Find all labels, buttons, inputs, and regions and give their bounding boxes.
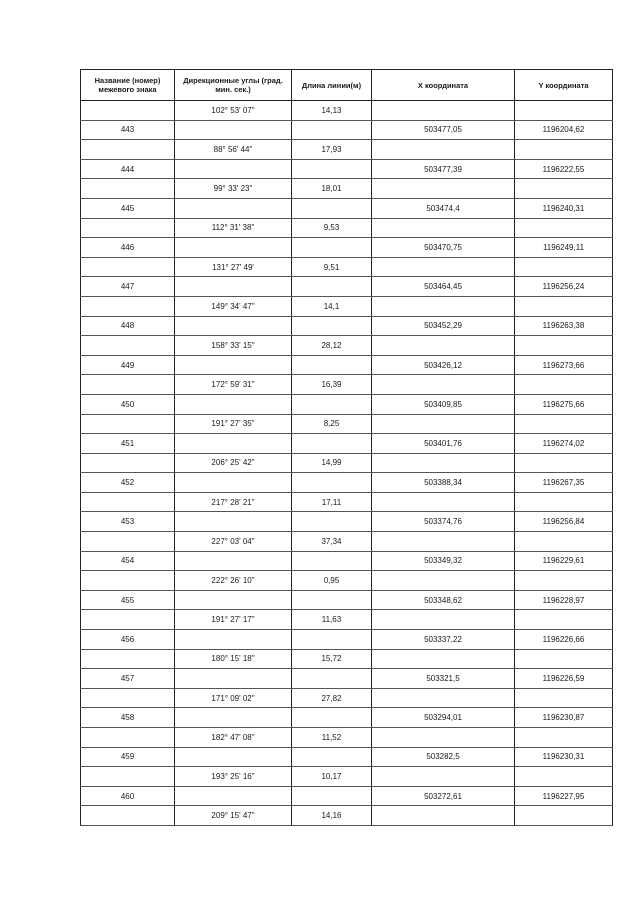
empty-cell xyxy=(292,708,372,728)
empty-cell xyxy=(515,492,613,512)
direction-angle-cell: 222° 26' 10" xyxy=(175,571,292,591)
empty-cell xyxy=(372,532,515,552)
direction-angle-cell: 171° 09' 02" xyxy=(175,688,292,708)
table-row-line xyxy=(81,571,613,591)
empty-cell xyxy=(292,434,372,454)
table-body xyxy=(81,101,613,826)
table-row-point xyxy=(81,669,613,689)
direction-angle-cell: 112° 31' 38" xyxy=(175,218,292,238)
direction-angle-cell: 149° 34' 47" xyxy=(175,296,292,316)
empty-cell xyxy=(81,532,175,552)
table-row-line xyxy=(81,296,613,316)
line-length-cell: 17,11 xyxy=(292,492,372,512)
y-coordinate-cell: 1196263,38 xyxy=(515,316,613,336)
line-length-cell: 18,01 xyxy=(292,179,372,199)
y-coordinate-cell: 1196274,02 xyxy=(515,434,613,454)
point-name-cell: 449 xyxy=(81,355,175,375)
empty-cell xyxy=(81,610,175,630)
direction-angle-cell: 180° 15' 18" xyxy=(175,649,292,669)
line-length-cell: 28,12 xyxy=(292,336,372,356)
table-row-point xyxy=(81,747,613,767)
empty-cell xyxy=(175,238,292,258)
y-coordinate-cell: 1196273,66 xyxy=(515,355,613,375)
y-coordinate-cell: 1196228,97 xyxy=(515,590,613,610)
empty-cell xyxy=(515,728,613,748)
empty-cell xyxy=(175,473,292,493)
table-row-line xyxy=(81,767,613,787)
y-coordinate-cell: 1196267,35 xyxy=(515,473,613,493)
x-coordinate-cell: 503477,05 xyxy=(372,120,515,140)
header-name: Название (номер) межевого знака xyxy=(81,70,175,101)
empty-cell xyxy=(372,414,515,434)
table-row-point xyxy=(81,473,613,493)
empty-cell xyxy=(292,394,372,414)
empty-cell xyxy=(175,747,292,767)
table-row-point xyxy=(81,786,613,806)
x-coordinate-cell: 503470,75 xyxy=(372,238,515,258)
empty-cell xyxy=(372,257,515,277)
table-row-line xyxy=(81,688,613,708)
table-row-point xyxy=(81,512,613,532)
table-row-line xyxy=(81,492,613,512)
empty-cell xyxy=(372,179,515,199)
empty-cell xyxy=(515,101,613,121)
x-coordinate-cell: 503464,45 xyxy=(372,277,515,297)
table-row-line xyxy=(81,257,613,277)
point-name-cell: 443 xyxy=(81,120,175,140)
empty-cell xyxy=(292,630,372,650)
empty-cell xyxy=(372,688,515,708)
empty-cell xyxy=(175,590,292,610)
empty-cell xyxy=(175,786,292,806)
x-coordinate-cell: 503294,01 xyxy=(372,708,515,728)
empty-cell xyxy=(515,414,613,434)
table-row-point xyxy=(81,316,613,336)
point-name-cell: 450 xyxy=(81,394,175,414)
header-angle: Дирекционные углы (град. мин. сек.) xyxy=(175,70,292,101)
empty-cell xyxy=(175,198,292,218)
empty-cell xyxy=(292,120,372,140)
x-coordinate-cell: 503388,34 xyxy=(372,473,515,493)
empty-cell xyxy=(292,473,372,493)
empty-cell xyxy=(515,336,613,356)
direction-angle-cell: 99° 33' 23" xyxy=(175,179,292,199)
empty-cell xyxy=(175,512,292,532)
empty-cell xyxy=(515,688,613,708)
point-name-cell: 446 xyxy=(81,238,175,258)
empty-cell xyxy=(292,238,372,258)
line-length-cell: 14,99 xyxy=(292,453,372,473)
line-length-cell: 9,51 xyxy=(292,257,372,277)
x-coordinate-cell: 503282,5 xyxy=(372,747,515,767)
empty-cell xyxy=(175,277,292,297)
x-coordinate-cell: 503337,22 xyxy=(372,630,515,650)
table-row-line xyxy=(81,453,613,473)
empty-cell xyxy=(372,492,515,512)
header-x: X координата xyxy=(372,70,515,101)
y-coordinate-cell: 1196275,66 xyxy=(515,394,613,414)
empty-cell xyxy=(372,336,515,356)
direction-angle-cell: 227° 03' 04" xyxy=(175,532,292,552)
table-row-line xyxy=(81,101,613,121)
header-y: Y координата xyxy=(515,70,613,101)
line-length-cell: 11,63 xyxy=(292,610,372,630)
empty-cell xyxy=(515,571,613,591)
table-row-line xyxy=(81,179,613,199)
point-name-cell: 445 xyxy=(81,198,175,218)
table-row-point xyxy=(81,394,613,414)
y-coordinate-cell: 1196204,62 xyxy=(515,120,613,140)
empty-cell xyxy=(81,218,175,238)
empty-cell xyxy=(81,296,175,316)
boundary-coordinates-table xyxy=(80,69,613,826)
table-row-point xyxy=(81,355,613,375)
empty-cell xyxy=(372,728,515,748)
empty-cell xyxy=(175,316,292,336)
empty-cell xyxy=(515,257,613,277)
point-name-cell: 451 xyxy=(81,434,175,454)
empty-cell xyxy=(372,101,515,121)
empty-cell xyxy=(292,590,372,610)
empty-cell xyxy=(175,708,292,728)
empty-cell xyxy=(81,414,175,434)
line-length-cell: 37,34 xyxy=(292,532,372,552)
x-coordinate-cell: 503272,61 xyxy=(372,786,515,806)
table-row-line xyxy=(81,610,613,630)
empty-cell xyxy=(372,296,515,316)
header-length: Длина линии(м) xyxy=(292,70,372,101)
empty-cell xyxy=(81,257,175,277)
line-length-cell: 17,93 xyxy=(292,140,372,160)
empty-cell xyxy=(81,767,175,787)
table-row-line xyxy=(81,218,613,238)
table-row-point xyxy=(81,198,613,218)
empty-cell xyxy=(372,453,515,473)
empty-cell xyxy=(175,394,292,414)
empty-cell xyxy=(81,649,175,669)
x-coordinate-cell: 503426,12 xyxy=(372,355,515,375)
empty-cell xyxy=(372,218,515,238)
empty-cell xyxy=(372,649,515,669)
direction-angle-cell: 102° 53' 07" xyxy=(175,101,292,121)
empty-cell xyxy=(515,649,613,669)
y-coordinate-cell: 1196227,95 xyxy=(515,786,613,806)
line-length-cell: 11,52 xyxy=(292,728,372,748)
table-row-line xyxy=(81,806,613,826)
table-row-line xyxy=(81,728,613,748)
point-name-cell: 454 xyxy=(81,551,175,571)
empty-cell xyxy=(515,610,613,630)
empty-cell xyxy=(515,453,613,473)
empty-cell xyxy=(515,296,613,316)
y-coordinate-cell: 1196226,59 xyxy=(515,669,613,689)
point-name-cell: 444 xyxy=(81,159,175,179)
empty-cell xyxy=(372,767,515,787)
line-length-cell: 15,72 xyxy=(292,649,372,669)
direction-angle-cell: 217° 28' 21" xyxy=(175,492,292,512)
empty-cell xyxy=(175,630,292,650)
empty-cell xyxy=(81,101,175,121)
line-length-cell: 14,1 xyxy=(292,296,372,316)
y-coordinate-cell: 1196256,24 xyxy=(515,277,613,297)
point-name-cell: 456 xyxy=(81,630,175,650)
x-coordinate-cell: 503321,5 xyxy=(372,669,515,689)
direction-angle-cell: 88° 56' 44" xyxy=(175,140,292,160)
y-coordinate-cell: 1196240,31 xyxy=(515,198,613,218)
empty-cell xyxy=(515,179,613,199)
line-length-cell: 27,82 xyxy=(292,688,372,708)
x-coordinate-cell: 503348,62 xyxy=(372,590,515,610)
table-row-line xyxy=(81,140,613,160)
empty-cell xyxy=(81,806,175,826)
empty-cell xyxy=(81,453,175,473)
empty-cell xyxy=(372,806,515,826)
table-row-point xyxy=(81,238,613,258)
y-coordinate-cell: 1196222,55 xyxy=(515,159,613,179)
point-name-cell: 458 xyxy=(81,708,175,728)
line-length-cell: 9,53 xyxy=(292,218,372,238)
point-name-cell: 448 xyxy=(81,316,175,336)
x-coordinate-cell: 503409,85 xyxy=(372,394,515,414)
empty-cell xyxy=(515,806,613,826)
line-length-cell: 14,16 xyxy=(292,806,372,826)
table-row-point xyxy=(81,551,613,571)
empty-cell xyxy=(515,218,613,238)
table-row-line xyxy=(81,649,613,669)
direction-angle-cell: 191° 27' 35" xyxy=(175,414,292,434)
empty-cell xyxy=(175,120,292,140)
empty-cell xyxy=(175,434,292,454)
y-coordinate-cell: 1196249,11 xyxy=(515,238,613,258)
empty-cell xyxy=(515,140,613,160)
empty-cell xyxy=(515,375,613,395)
empty-cell xyxy=(372,375,515,395)
empty-cell xyxy=(81,728,175,748)
empty-cell xyxy=(175,355,292,375)
table-row-point xyxy=(81,590,613,610)
empty-cell xyxy=(292,786,372,806)
line-length-cell: 16,39 xyxy=(292,375,372,395)
line-length-cell: 14,13 xyxy=(292,101,372,121)
direction-angle-cell: 158° 33' 15" xyxy=(175,336,292,356)
empty-cell xyxy=(292,316,372,336)
empty-cell xyxy=(175,159,292,179)
table-row-point xyxy=(81,277,613,297)
table-row-point xyxy=(81,159,613,179)
x-coordinate-cell: 503477,39 xyxy=(372,159,515,179)
empty-cell xyxy=(292,747,372,767)
point-name-cell: 455 xyxy=(81,590,175,610)
empty-cell xyxy=(292,512,372,532)
empty-cell xyxy=(81,688,175,708)
empty-cell xyxy=(292,669,372,689)
empty-cell xyxy=(81,375,175,395)
point-name-cell: 453 xyxy=(81,512,175,532)
y-coordinate-cell: 1196226,66 xyxy=(515,630,613,650)
point-name-cell: 457 xyxy=(81,669,175,689)
empty-cell xyxy=(81,571,175,591)
x-coordinate-cell: 503474,4 xyxy=(372,198,515,218)
table-row-line xyxy=(81,375,613,395)
direction-angle-cell: 209° 15' 47" xyxy=(175,806,292,826)
empty-cell xyxy=(175,551,292,571)
empty-cell xyxy=(292,551,372,571)
empty-cell xyxy=(81,336,175,356)
empty-cell xyxy=(81,179,175,199)
line-length-cell: 8,25 xyxy=(292,414,372,434)
empty-cell xyxy=(372,140,515,160)
empty-cell xyxy=(292,198,372,218)
direction-angle-cell: 206° 25' 42" xyxy=(175,453,292,473)
table-row-line xyxy=(81,414,613,434)
x-coordinate-cell: 503401,76 xyxy=(372,434,515,454)
table-row-point xyxy=(81,120,613,140)
empty-cell xyxy=(292,159,372,179)
point-name-cell: 452 xyxy=(81,473,175,493)
table-row-point xyxy=(81,708,613,728)
point-name-cell: 460 xyxy=(81,786,175,806)
empty-cell xyxy=(81,140,175,160)
line-length-cell: 0,95 xyxy=(292,571,372,591)
table-header-row xyxy=(81,70,613,101)
y-coordinate-cell: 1196230,87 xyxy=(515,708,613,728)
table-row-point xyxy=(81,434,613,454)
table-row-line xyxy=(81,532,613,552)
empty-cell xyxy=(372,571,515,591)
point-name-cell: 447 xyxy=(81,277,175,297)
x-coordinate-cell: 503452,29 xyxy=(372,316,515,336)
empty-cell xyxy=(81,492,175,512)
y-coordinate-cell: 1196229,61 xyxy=(515,551,613,571)
direction-angle-cell: 131° 27' 49' xyxy=(175,257,292,277)
direction-angle-cell: 193° 25' 16" xyxy=(175,767,292,787)
empty-cell xyxy=(515,532,613,552)
point-name-cell: 459 xyxy=(81,747,175,767)
empty-cell xyxy=(292,355,372,375)
table-row-line xyxy=(81,336,613,356)
line-length-cell: 10,17 xyxy=(292,767,372,787)
empty-cell xyxy=(292,277,372,297)
direction-angle-cell: 182° 47' 08" xyxy=(175,728,292,748)
empty-cell xyxy=(515,767,613,787)
table-row-point xyxy=(81,630,613,650)
empty-cell xyxy=(372,610,515,630)
direction-angle-cell: 172° 59' 31" xyxy=(175,375,292,395)
y-coordinate-cell: 1196256,84 xyxy=(515,512,613,532)
x-coordinate-cell: 503374,76 xyxy=(372,512,515,532)
y-coordinate-cell: 1196230,31 xyxy=(515,747,613,767)
x-coordinate-cell: 503349,32 xyxy=(372,551,515,571)
empty-cell xyxy=(175,669,292,689)
direction-angle-cell: 191° 27' 17" xyxy=(175,610,292,630)
